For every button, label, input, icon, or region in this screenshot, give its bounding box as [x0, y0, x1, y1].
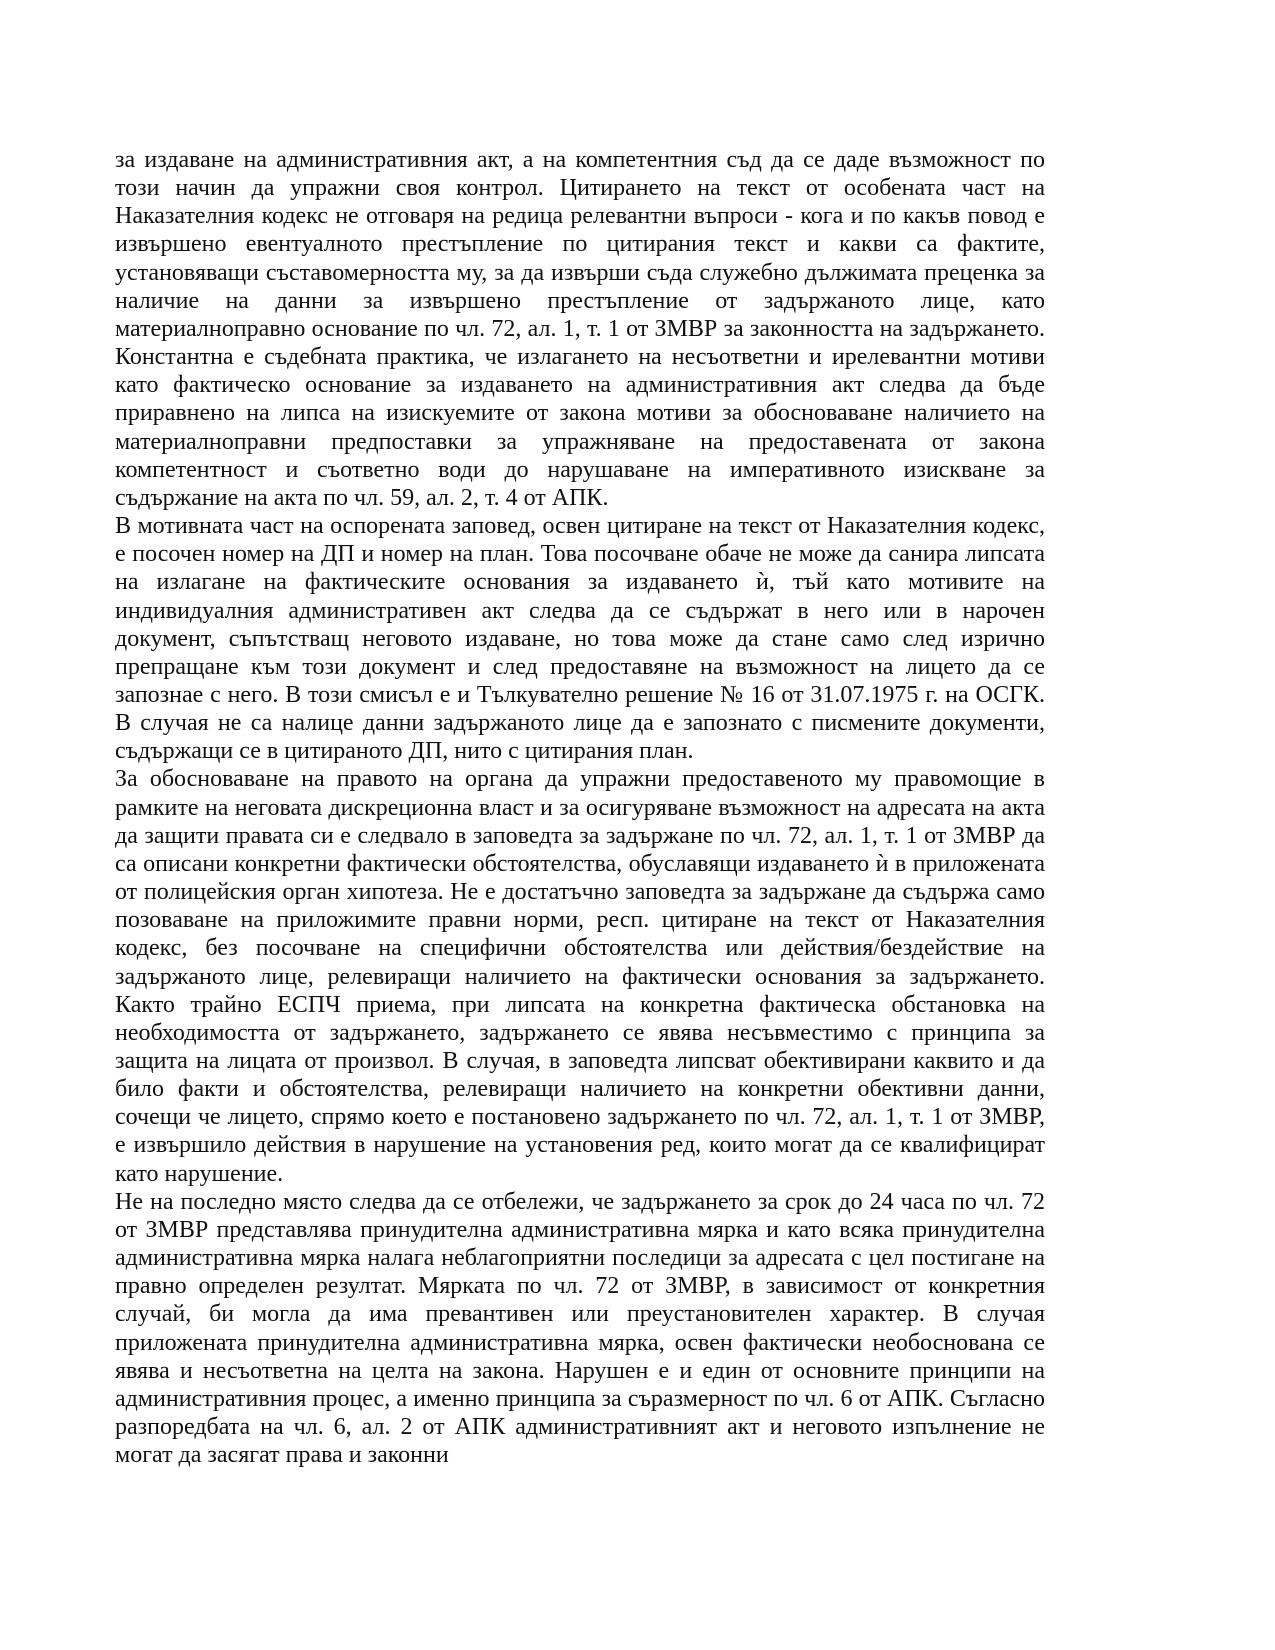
document-body [115, 146, 1045, 1469]
paragraph-1: за издаване на административния акт, а на компетентния съд да се даде възможност по този начин да упражни своя контрол. Цитирането на текст от особената част на Наказателния кодекс не отговаря на редица релевантни въпроси - кога и по какъв повод е извършено евентуалното престъпление по цитирания текст и какви са фактите, установяващи съставомерността му, за да извърши съда служебно дължимата преценка за наличие на данни за извършено престъпление от задържаното лице, като материалноправно основание по чл. 72, ал. 1, т. 1 от ЗМВР за законността на задържането. Константна е съдебната практика, че излагането на несъответни и ирелевантни мотиви като фактическо основание за издаването на административния акт следва да бъде приравнено на липса на изискуемите от закона мотиви за обосноваване наличието на материалноправни предпоставки за упражняване на предоставената от закона компетентност и съответно води до нарушаване на императивното изискване за съдържание на акта по чл. 59, ал. 2, т. 4 от АПК. [115, 147, 1045, 511]
paragraph-3: За обосноваване на правото на органа да упражни предоставеното му правомощие в рамките на неговата дискреционна власт и за осигуряване възможност на адресата на акта да защити правата си е следвало в заповедта за задържане по чл. 72, ал. 1, т. 1 от ЗМВР да са описани конкретни фактически обстоятелства, обуславящи издаването ѝ в приложената от полицейския орган хипотеза. Не е достатъчно заповедта за задържане да съдържа само позоваване на приложимите правни норми, респ. цитиране на текст от Наказателния кодекс, без посочване на специфични обстоятелства или действия/бездействие на задържаното лице, релевиращи наличието на фактически основания за задържането. Както трайно ЕСПЧ приема, при липсата на конкретна фактическа обстановка на необходимостта от задържането, задържането се явява несъвместимо с принципа за защита на лицата от произвол. В случая, в заповедта липсват обективирани каквито и да било факти и обстоятелства, релевиращи наличието на конкретни обективни данни, сочещи че лицето, спрямо което е постановено задържането по чл. 72, ал. 1, т. 1 от ЗМВР, е извършило действия в нарушение на установения ред, които могат да се квалифицират като нарушение. [115, 766, 1045, 1187]
paragraph-2: В мотивната част на оспорената заповед, освен цитиране на текст от Наказателния кодекс, е посочен номер на ДП и номер на план. Това посочване обаче не може да санира липсата на излагане на фактическите основания за издаването ѝ, тъй като мотивите на индивидуалния административен акт следва да се съдържат в него или в нарочен документ, съпътстващ неговото издаване, но това може да стане само след изрично препращане към този документ и след предоставяне на възможност на лицето да се запознае с него. В този смисъл е и Тълкувателно решение № 16 от 31.07.1975 г. на ОСГК. В случая не са налице данни задържаното лице да е запознато с писмените документи, съдържащи се в цитираното ДП, нито с цитирания план. [115, 513, 1045, 765]
paragraph-4: Не на последно място следва да се отбележи, че задържането за срок до 24 часа по чл. 72 от ЗМВР представлява принудителна административна мярка и като всяка принудителна административна мярка налага неблагоприятни последици за адресата с цел постигане на правно определен резултат. Мярката по чл. 72 от ЗМВР, в зависимост от конкретния случай, би могла да има превантивен или преустановителен характер. В случая приложената принудителна административна мярка, освен фактически необоснована се явява и несъответна на целта на закона. Нарушен е и един от основните принципи на административния процес, а именно принципа за съразмерност по чл. 6 от АПК. Съгласно разпоредбата на чл. 6, ал. 2 от АПК административният акт и неговото изпълнение не могат да засягат права и законни [115, 1188, 1045, 1469]
